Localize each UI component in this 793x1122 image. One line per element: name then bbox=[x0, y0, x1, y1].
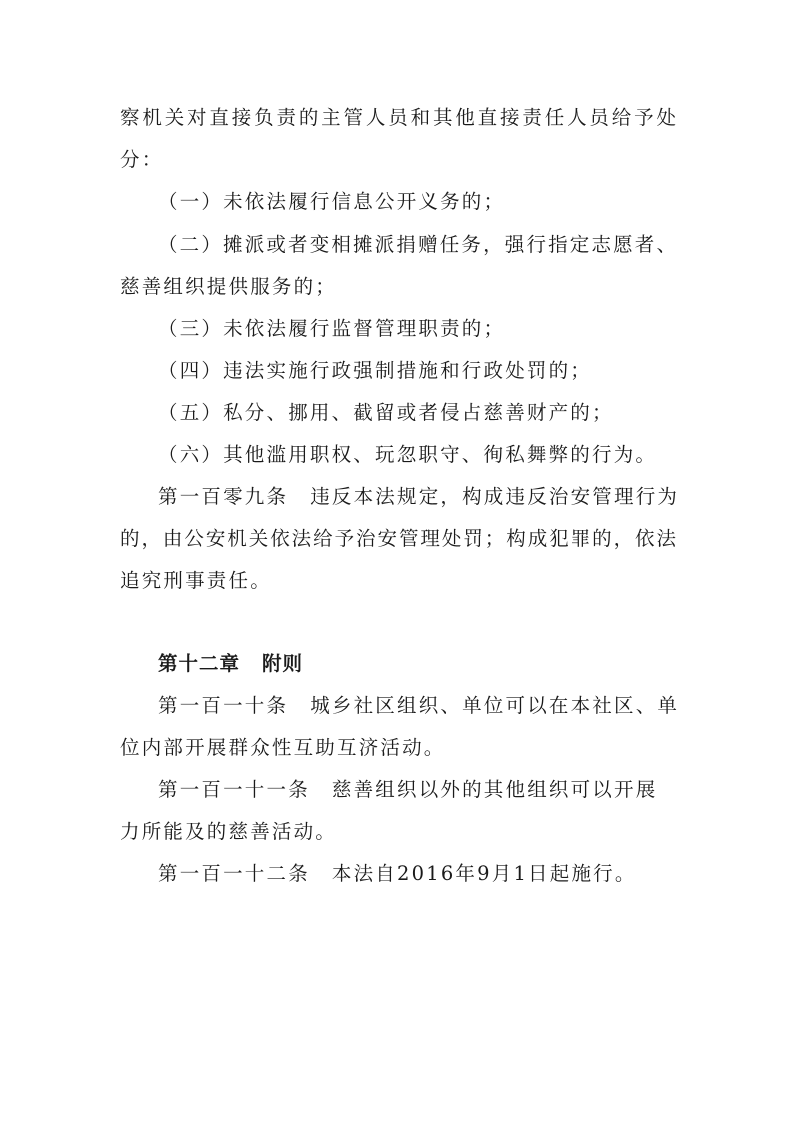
article-text: 违反本法规定，构成违反治安管理行为 bbox=[310, 485, 680, 508]
paragraph-line: 察机关对直接负责的主管人员和其他直接责任人员给予处 bbox=[120, 106, 676, 129]
article-111 bbox=[158, 778, 657, 802]
article-number: 第一百零九条 bbox=[158, 485, 289, 508]
chapter-number: 第十二章 bbox=[158, 652, 241, 675]
paragraph-line: 分： bbox=[120, 148, 164, 171]
article-text: 城乡社区组织、单位可以在本社区、单 bbox=[310, 694, 680, 717]
article-111-cont: 力所能及的慈善活动。 bbox=[120, 820, 338, 843]
list-item-4: （四）违法实施行政强制措施和行政处罚的； bbox=[158, 359, 593, 382]
article-text: 本法自2016年9月1日起施行。 bbox=[331, 862, 637, 885]
article-110 bbox=[158, 694, 679, 718]
chapter-heading bbox=[158, 652, 303, 676]
list-item-2: （二）摊派或者变相摊派捐赠任务，强行指定志愿者、 bbox=[158, 233, 676, 256]
article-109-cont: 追究刑事责任。 bbox=[120, 569, 272, 592]
article-number: 第一百一十一条 bbox=[158, 778, 310, 801]
article-109 bbox=[158, 485, 679, 509]
article-number: 第一百一十二条 bbox=[158, 862, 310, 885]
article-112 bbox=[158, 862, 637, 886]
article-109-cont: 的，由公安机关依法给予治安管理处罚；构成犯罪的，依法 bbox=[120, 527, 676, 550]
article-110-cont: 位内部开展群众性互助互济活动。 bbox=[120, 736, 446, 759]
list-item-1: （一）未依法履行信息公开义务的； bbox=[158, 190, 506, 213]
article-number: 第一百一十条 bbox=[158, 694, 289, 717]
article-text: 慈善组织以外的其他组织可以开展 bbox=[331, 778, 658, 801]
list-item-5: （五）私分、挪用、截留或者侵占慈善财产的； bbox=[158, 401, 614, 424]
list-item-6: （六）其他滥用职权、玩忽职守、徇私舞弊的行为。 bbox=[158, 443, 658, 466]
list-item-2-cont: 慈善组织提供服务的； bbox=[120, 275, 338, 298]
chapter-title: 附则 bbox=[262, 652, 304, 675]
list-item-3: （三）未依法履行监督管理职责的； bbox=[158, 317, 506, 340]
